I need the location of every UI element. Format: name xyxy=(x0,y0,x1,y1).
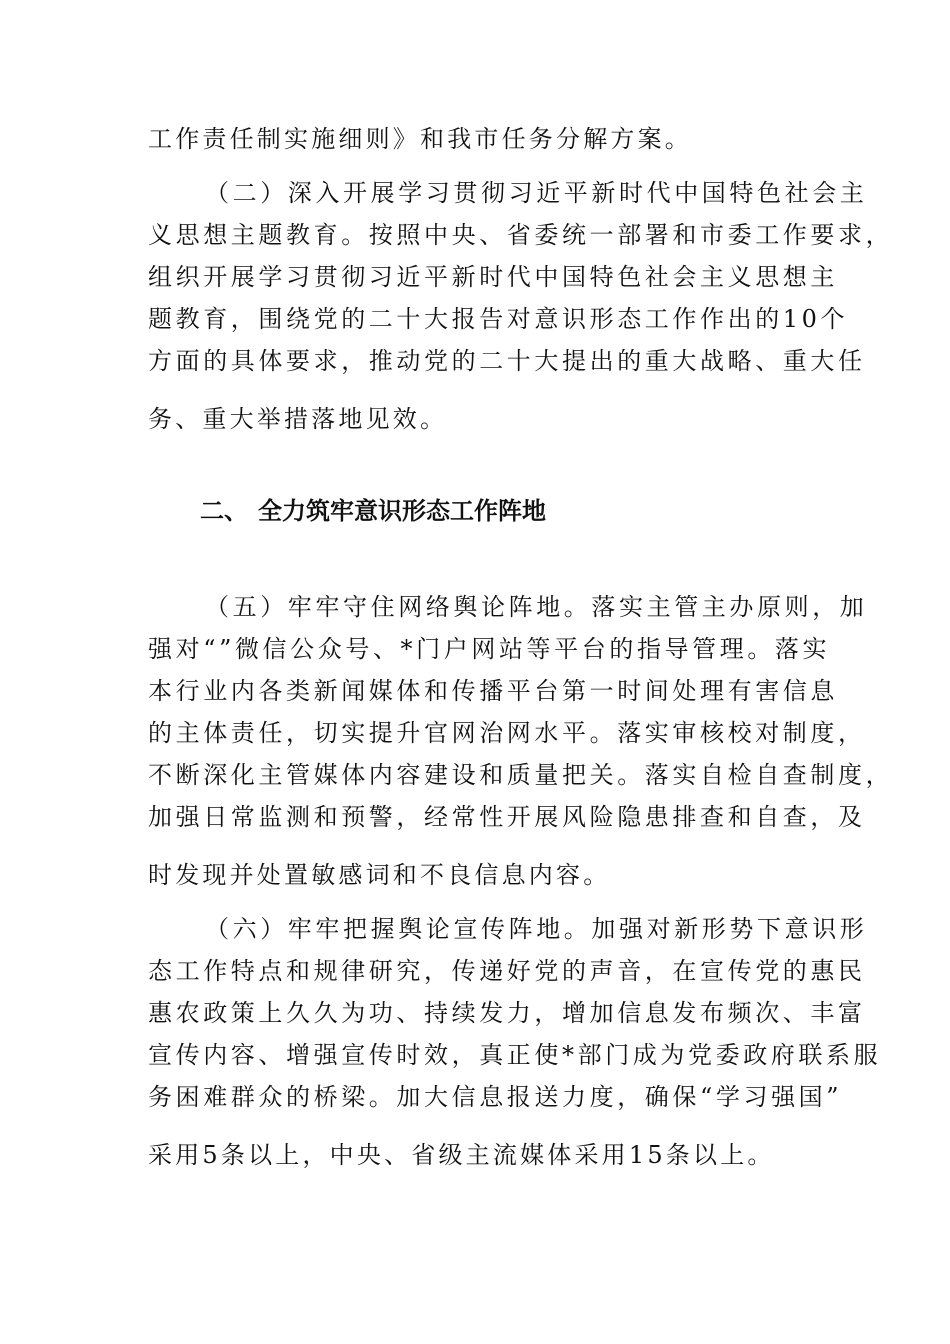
text-line: 态工作特点和规律研究，传递好党的声音，在宣传党的惠民 xyxy=(148,957,866,985)
text-line: 宣传内容、增强宣传时效，真正使*部门成为党委政府联系服 xyxy=(148,1041,882,1069)
text-line: 务、重大举措落地见效。 xyxy=(148,405,448,433)
section-number: 二、 xyxy=(200,497,248,525)
text-line: 本行业内各类新闻媒体和传播平台第一时间处理有害信息 xyxy=(148,677,838,705)
text-line: 的主体责任，切实提升官网治网水平。落实审核校对制度， xyxy=(148,719,866,747)
text-line: 务困难群众的桥梁。加大信息报送力度，确保“学习强国” xyxy=(148,1083,843,1111)
text-line: 强对“”微信公众号、*门户网站等平台的指导管理。落实 xyxy=(148,635,831,663)
text-line: 义思想主题教育。按照中央、省委统一部署和市委工作要求， xyxy=(148,221,894,249)
text-line: （五）牢牢守住网络舆论阵地。落实主管主办原则，加 xyxy=(205,593,868,621)
text-line: 加强日常监测和预警，经常性开展风险隐患排查和自查，及 xyxy=(148,803,866,831)
text-line: 时发现并处置敏感词和不良信息内容。 xyxy=(148,861,611,889)
text-line: （二）深入开展学习贯彻习近平新时代中国特色社会主 xyxy=(205,179,868,207)
text-line: 工作责任制实施细则》和我市任务分解方案。 xyxy=(148,125,692,153)
text-line: 组织开展学习贯彻习近平新时代中国特色社会主义思想主 xyxy=(148,263,838,291)
text-line: 采用5条以上，中央、省级主流媒体采用15条以上。 xyxy=(148,1141,775,1169)
text-line: 题教育，围绕党的二十大报告对意识形态工作作出的10个 xyxy=(148,305,849,333)
text-line: 惠农政策上久久为功、持续发力，增加信息发布频次、丰富 xyxy=(148,999,866,1027)
text-line: （六）牢牢把握舆论宣传阵地。加强对新形势下意识形 xyxy=(205,915,868,943)
section-heading xyxy=(200,496,546,526)
text-line: 不断深化主管媒体内容建设和质量把关。落实自检自查制度， xyxy=(148,761,894,789)
section-title: 全力筑牢意识形态工作阵地 xyxy=(258,497,546,525)
text-line: 方面的具体要求，推动党的二十大提出的重大战略、重大任 xyxy=(148,347,866,375)
